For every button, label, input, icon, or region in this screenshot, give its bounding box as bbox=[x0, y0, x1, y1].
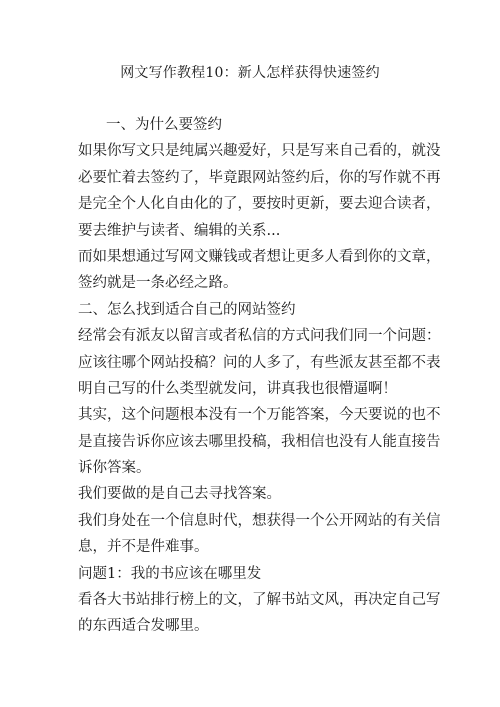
paragraph-line: 应该往哪个网站投稿？问的人多了，有些派友甚至都不表 bbox=[78, 354, 441, 371]
paragraph-line: 看各大书站排行榜上的文，了解书站文风，再决定自己写 bbox=[78, 592, 441, 609]
paragraph-line: 而如果想通过写网文赚钱或者想让更多人看到你的文章， bbox=[78, 248, 441, 265]
paragraph-line: 是完全个人化自由化的了，要按时更新，要去迎合读者， bbox=[78, 196, 441, 213]
paragraph-line: 明自己写的什么类型就发问，讲真我也很懵逼啊！ bbox=[78, 380, 397, 397]
paragraph-line: 我们要做的是自己去寻找答案。 bbox=[78, 486, 281, 503]
question-heading-1: 问题1：我的书应该在哪里发 bbox=[78, 565, 262, 582]
paragraph-line: 其实，这个问题根本没有一个万能答案，今天要说的也不 bbox=[78, 407, 441, 424]
paragraph-line: 我们身处在一个信息时代，想获得一个公开网站的有关信 bbox=[78, 512, 441, 529]
paragraph-line: 诉你答案。 bbox=[78, 460, 151, 477]
paragraph-line: 如果你写文只是纯属兴趣爱好，只是写来自己看的，就没 bbox=[78, 143, 441, 160]
paragraph-line: 是直接告诉你应该去哪里投稿，我相信也没有人能直接告 bbox=[78, 433, 441, 450]
document-title: 网文写作教程10：新人怎样获得快速签约 bbox=[120, 65, 380, 81]
paragraph-line: 签约就是一条必经之路。 bbox=[78, 275, 238, 292]
section-heading-find-site: 二、怎么找到适合自己的网站签约 bbox=[78, 301, 296, 318]
paragraph-line: 要去维护与读者、编辑的关系... bbox=[78, 222, 281, 239]
section-heading-why-sign: 一、为什么要签约 bbox=[106, 117, 222, 133]
paragraph-line: 的东西适合发哪里。 bbox=[78, 618, 209, 635]
paragraph-line: 经常会有派友以留言或者私信的方式问我们同一个问题： bbox=[78, 328, 441, 345]
document-body bbox=[78, 112, 441, 640]
paragraph-line: 息，并不是件难事。 bbox=[78, 539, 209, 556]
paragraph-line: 必要忙着去签约了，毕竟跟网站签约后，你的写作就不再 bbox=[78, 169, 441, 186]
